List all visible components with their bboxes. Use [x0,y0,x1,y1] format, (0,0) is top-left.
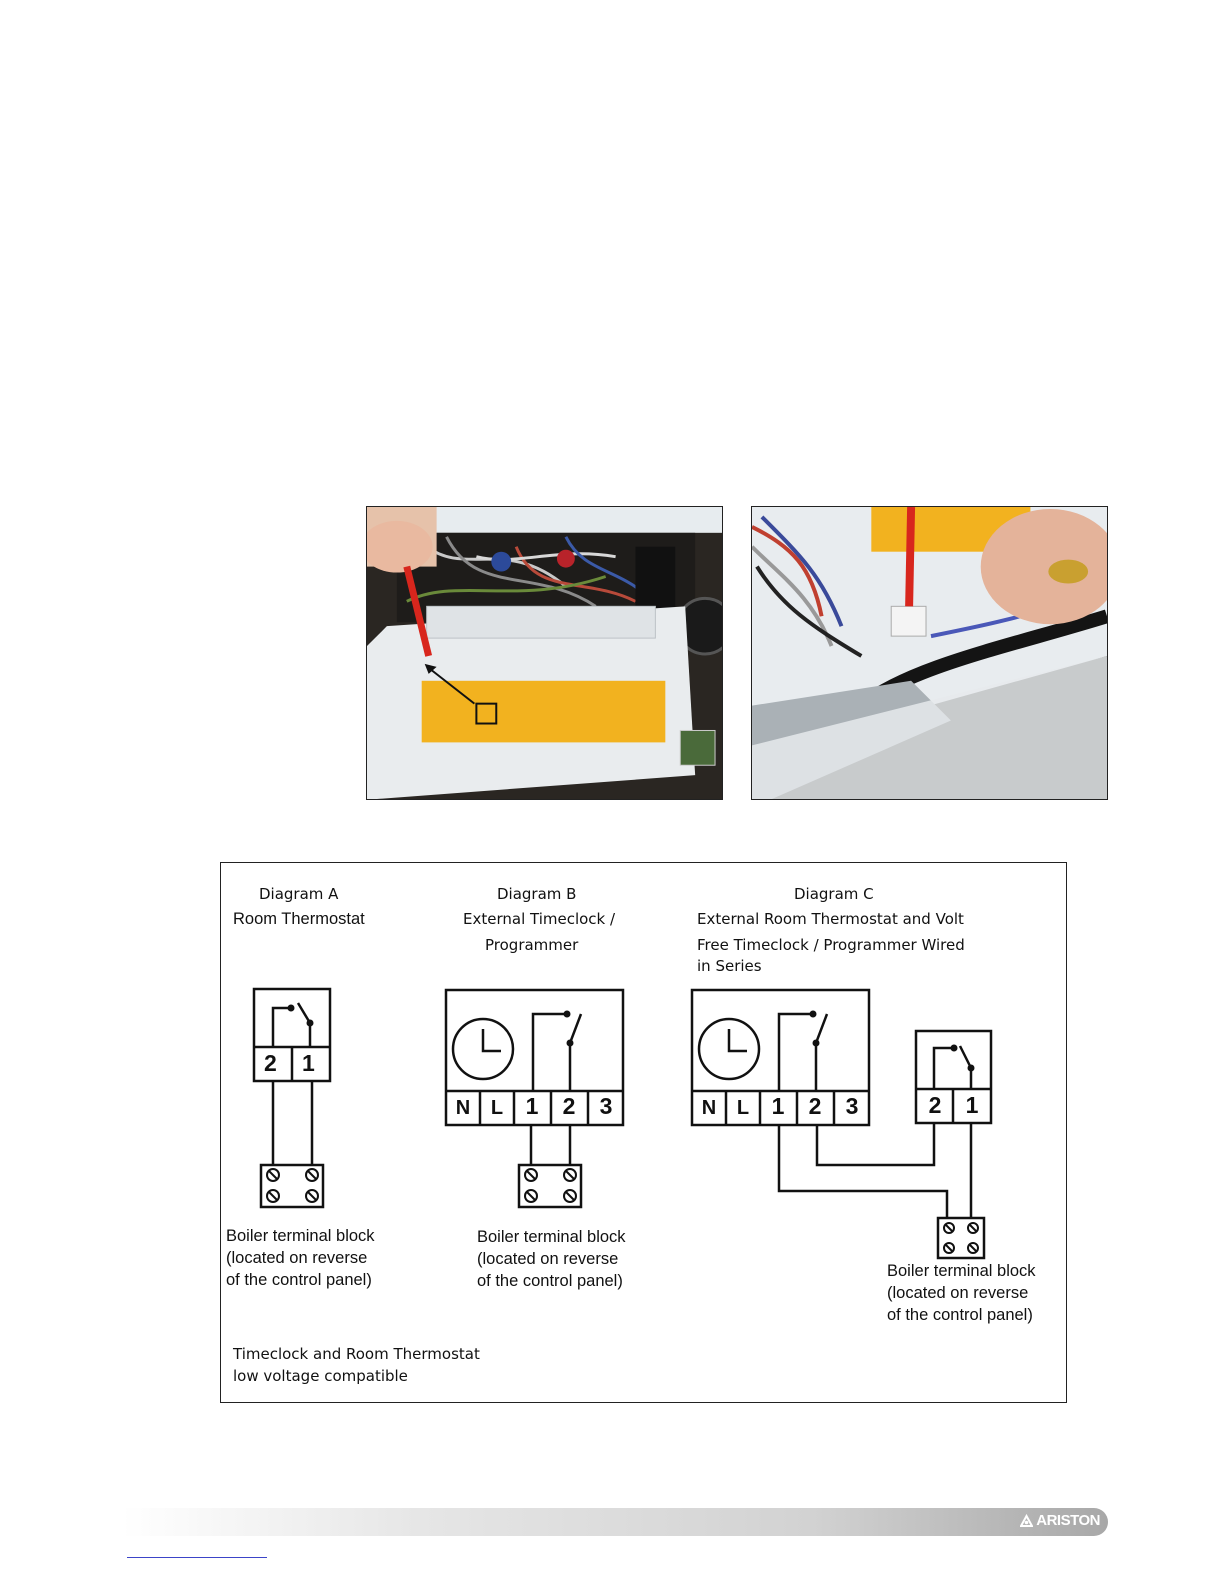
diagram-b-block-label-3: of the control panel) [477,1272,623,1290]
diagram-b-heading: Diagram B [497,885,577,903]
diagram-b-terminal-1: 1 [525,1093,539,1119]
diagram-b-terminal-2: 2 [562,1093,576,1119]
diagram-b-terminal-n: N [455,1097,471,1119]
footer-bar [122,1508,1108,1536]
diagram-c-terminal-1: 1 [771,1093,785,1119]
diagram-b-wires [531,1125,570,1165]
diagram-b-subtitle-2: Programmer [485,936,579,954]
diagram-c-block-label-3: of the control panel) [887,1306,1033,1324]
brand-name: ARISTON [1036,1512,1100,1529]
screws-a [267,1169,318,1202]
diagram-b-block-label-2: (located on reverse [477,1250,619,1268]
diagram-c-wires [779,1123,971,1218]
diagram-a-heading: Diagram A [259,885,339,903]
diagram-a-terminal-1: 1 [302,1050,315,1076]
photo-control-panel [366,506,723,800]
diagram-a-wires [273,1081,312,1165]
diagram-c-block-label-1: Boiler terminal block [887,1262,1036,1280]
diagram-b-block-label-1: Boiler terminal block [477,1228,626,1246]
diagram-c-subtitle-1: External Room Thermostat and Volt [697,910,964,928]
diagram-b-terminal-3: 3 [599,1093,613,1119]
ariston-logo-icon [1020,1514,1033,1527]
diagram-a-terminal-2: 2 [264,1050,277,1076]
diagram-c-subtitle-3: in Series [697,957,762,975]
brand-logo [1020,1512,1100,1529]
diagram-c-terminal-l: L [736,1097,750,1119]
footer-underline [127,1557,267,1558]
note-line-2: low voltage compatible [233,1367,408,1385]
diagram-a-block-label-1: Boiler terminal block [226,1227,375,1245]
diagram-a-block-label-2: (located on reverse [226,1249,368,1267]
diagram-c-terminal-2: 2 [808,1093,822,1119]
screws-b [525,1169,576,1202]
diagram-c-subtitle-2: Free Timeclock / Programmer Wired [697,936,965,954]
diagram-b-subtitle-1: External Timeclock / [463,910,616,928]
diagram-c-thermostat-terminal-1: 1 [965,1092,979,1118]
diagram-c-heading: Diagram C [794,885,874,903]
terminal-block-image [752,507,1107,799]
control-panel-image [367,507,722,799]
diagram-b-terminal-l: L [490,1097,504,1119]
diagram-c-block-label-2: (located on reverse [887,1284,1029,1302]
photo-terminal-block [751,506,1108,800]
diagram-c-thermostat-terminal-2: 2 [928,1092,942,1118]
note-line-1: Timeclock and Room Thermostat [233,1345,480,1363]
diagram-c-terminal-3: 3 [845,1093,859,1119]
wiring-diagrams-panel [220,862,1067,1403]
diagram-a-subtitle: Room Thermostat [233,910,365,928]
screws-c [944,1223,978,1253]
switch-contacts [288,1005,975,1076]
diagram-c-terminal-n: N [701,1097,717,1119]
diagram-a-block-label-3: of the control panel) [226,1271,372,1289]
